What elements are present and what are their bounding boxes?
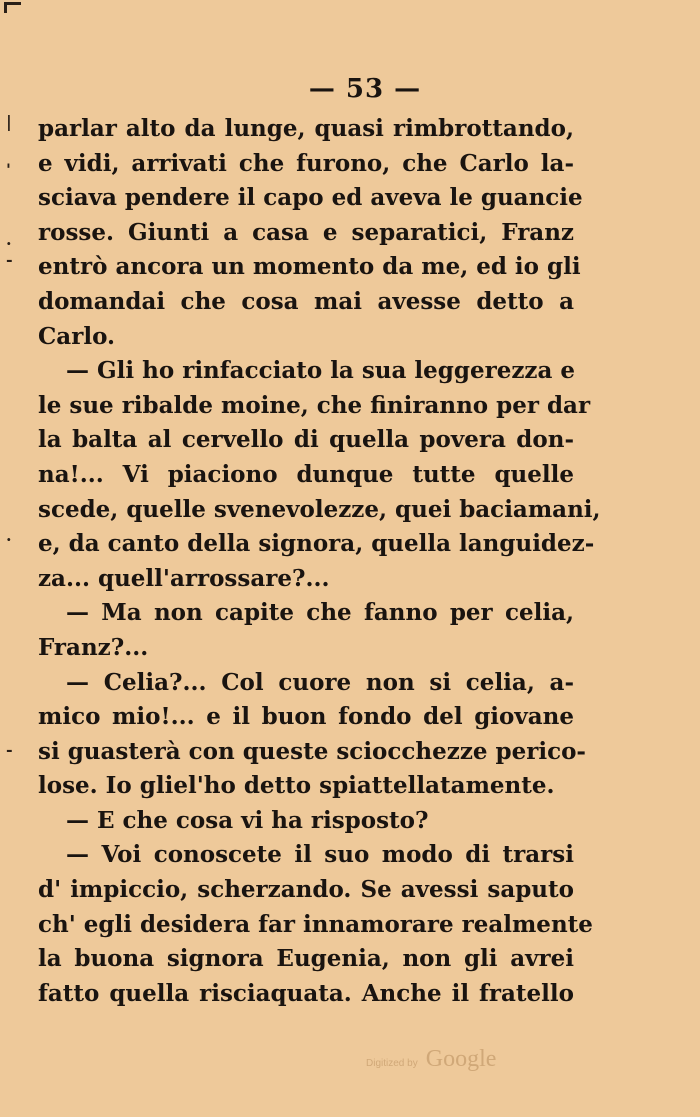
text-line: la buona signora Eugenia, non gli avrei — [38, 945, 574, 973]
digitized-watermark — [366, 1046, 496, 1073]
text-line: e vidi, arrivati che furono, che Carlo la- — [38, 149, 574, 177]
text-line: za... quell'arrossare?... — [38, 564, 330, 592]
text-line: — Gli ho rinfacciato la sua leggerezza e — [66, 357, 576, 385]
text-line: — E che cosa vi ha risposto? — [66, 806, 429, 834]
text-line: le sue ribalde moine, che finiranno per dar — [38, 391, 591, 419]
text-line: parlar alto da lunge, quasi rimbrottando, — [38, 115, 574, 142]
watermark-prefix: Digitized by — [366, 1058, 418, 1069]
page-number: — 53 — — [308, 74, 422, 104]
text-line: lose. Io gliel'ho detto spiattellatamente. — [38, 772, 555, 800]
text-line: scede, quelle svenevolezze, quei baciamani, — [38, 495, 601, 523]
text-line: e, da canto della signora, quella languidez- — [38, 530, 595, 558]
body-text — [38, 112, 601, 1011]
text-line: — Voi conoscete il suo modo di trarsi — [66, 841, 574, 869]
page-corner-mark — [4, 2, 21, 13]
text-line: la balta al cervello di quella povera don- — [38, 426, 574, 454]
text-line: domandai che cosa mai avesse detto a — [38, 287, 574, 315]
margin-mark: - — [6, 740, 13, 759]
margin-mark: | — [6, 112, 12, 131]
margin-mark: - — [6, 250, 13, 269]
text-line: Franz?... — [38, 633, 149, 661]
text-line: rosse. Giunti a casa e separatici, Franz — [38, 218, 574, 246]
text-line: Carlo. — [38, 322, 116, 350]
text-line: ch' egli desidera far innamorare realmente — [38, 910, 593, 938]
margin-mark: · — [6, 530, 12, 549]
text-line: fatto quella risciaquata. Anche il fratello — [38, 979, 574, 1007]
text-line: na!... Vi piaciono dunque tutte quelle — [38, 460, 574, 488]
text-line: — Ma non capite che fanno per celia, — [66, 599, 574, 627]
text-line: — Celia?... Col cuore non si celia, a- — [66, 668, 574, 696]
margin-mark: ' — [6, 160, 11, 179]
google-logo: Google — [425, 1046, 497, 1072]
text-line: entrò ancora un momento da me, ed io gli — [38, 253, 581, 281]
margin-mark: . — [6, 230, 12, 249]
text-line: si guasterà con queste sciocchezze perico- — [38, 737, 586, 765]
text-line: d' impiccio, scherzando. Se avessi saputo — [38, 876, 574, 904]
text-line: sciava pendere il capo ed aveva le guancie — [38, 184, 583, 212]
text-line: mico mio!... e il buon fondo del giovane — [38, 703, 574, 731]
